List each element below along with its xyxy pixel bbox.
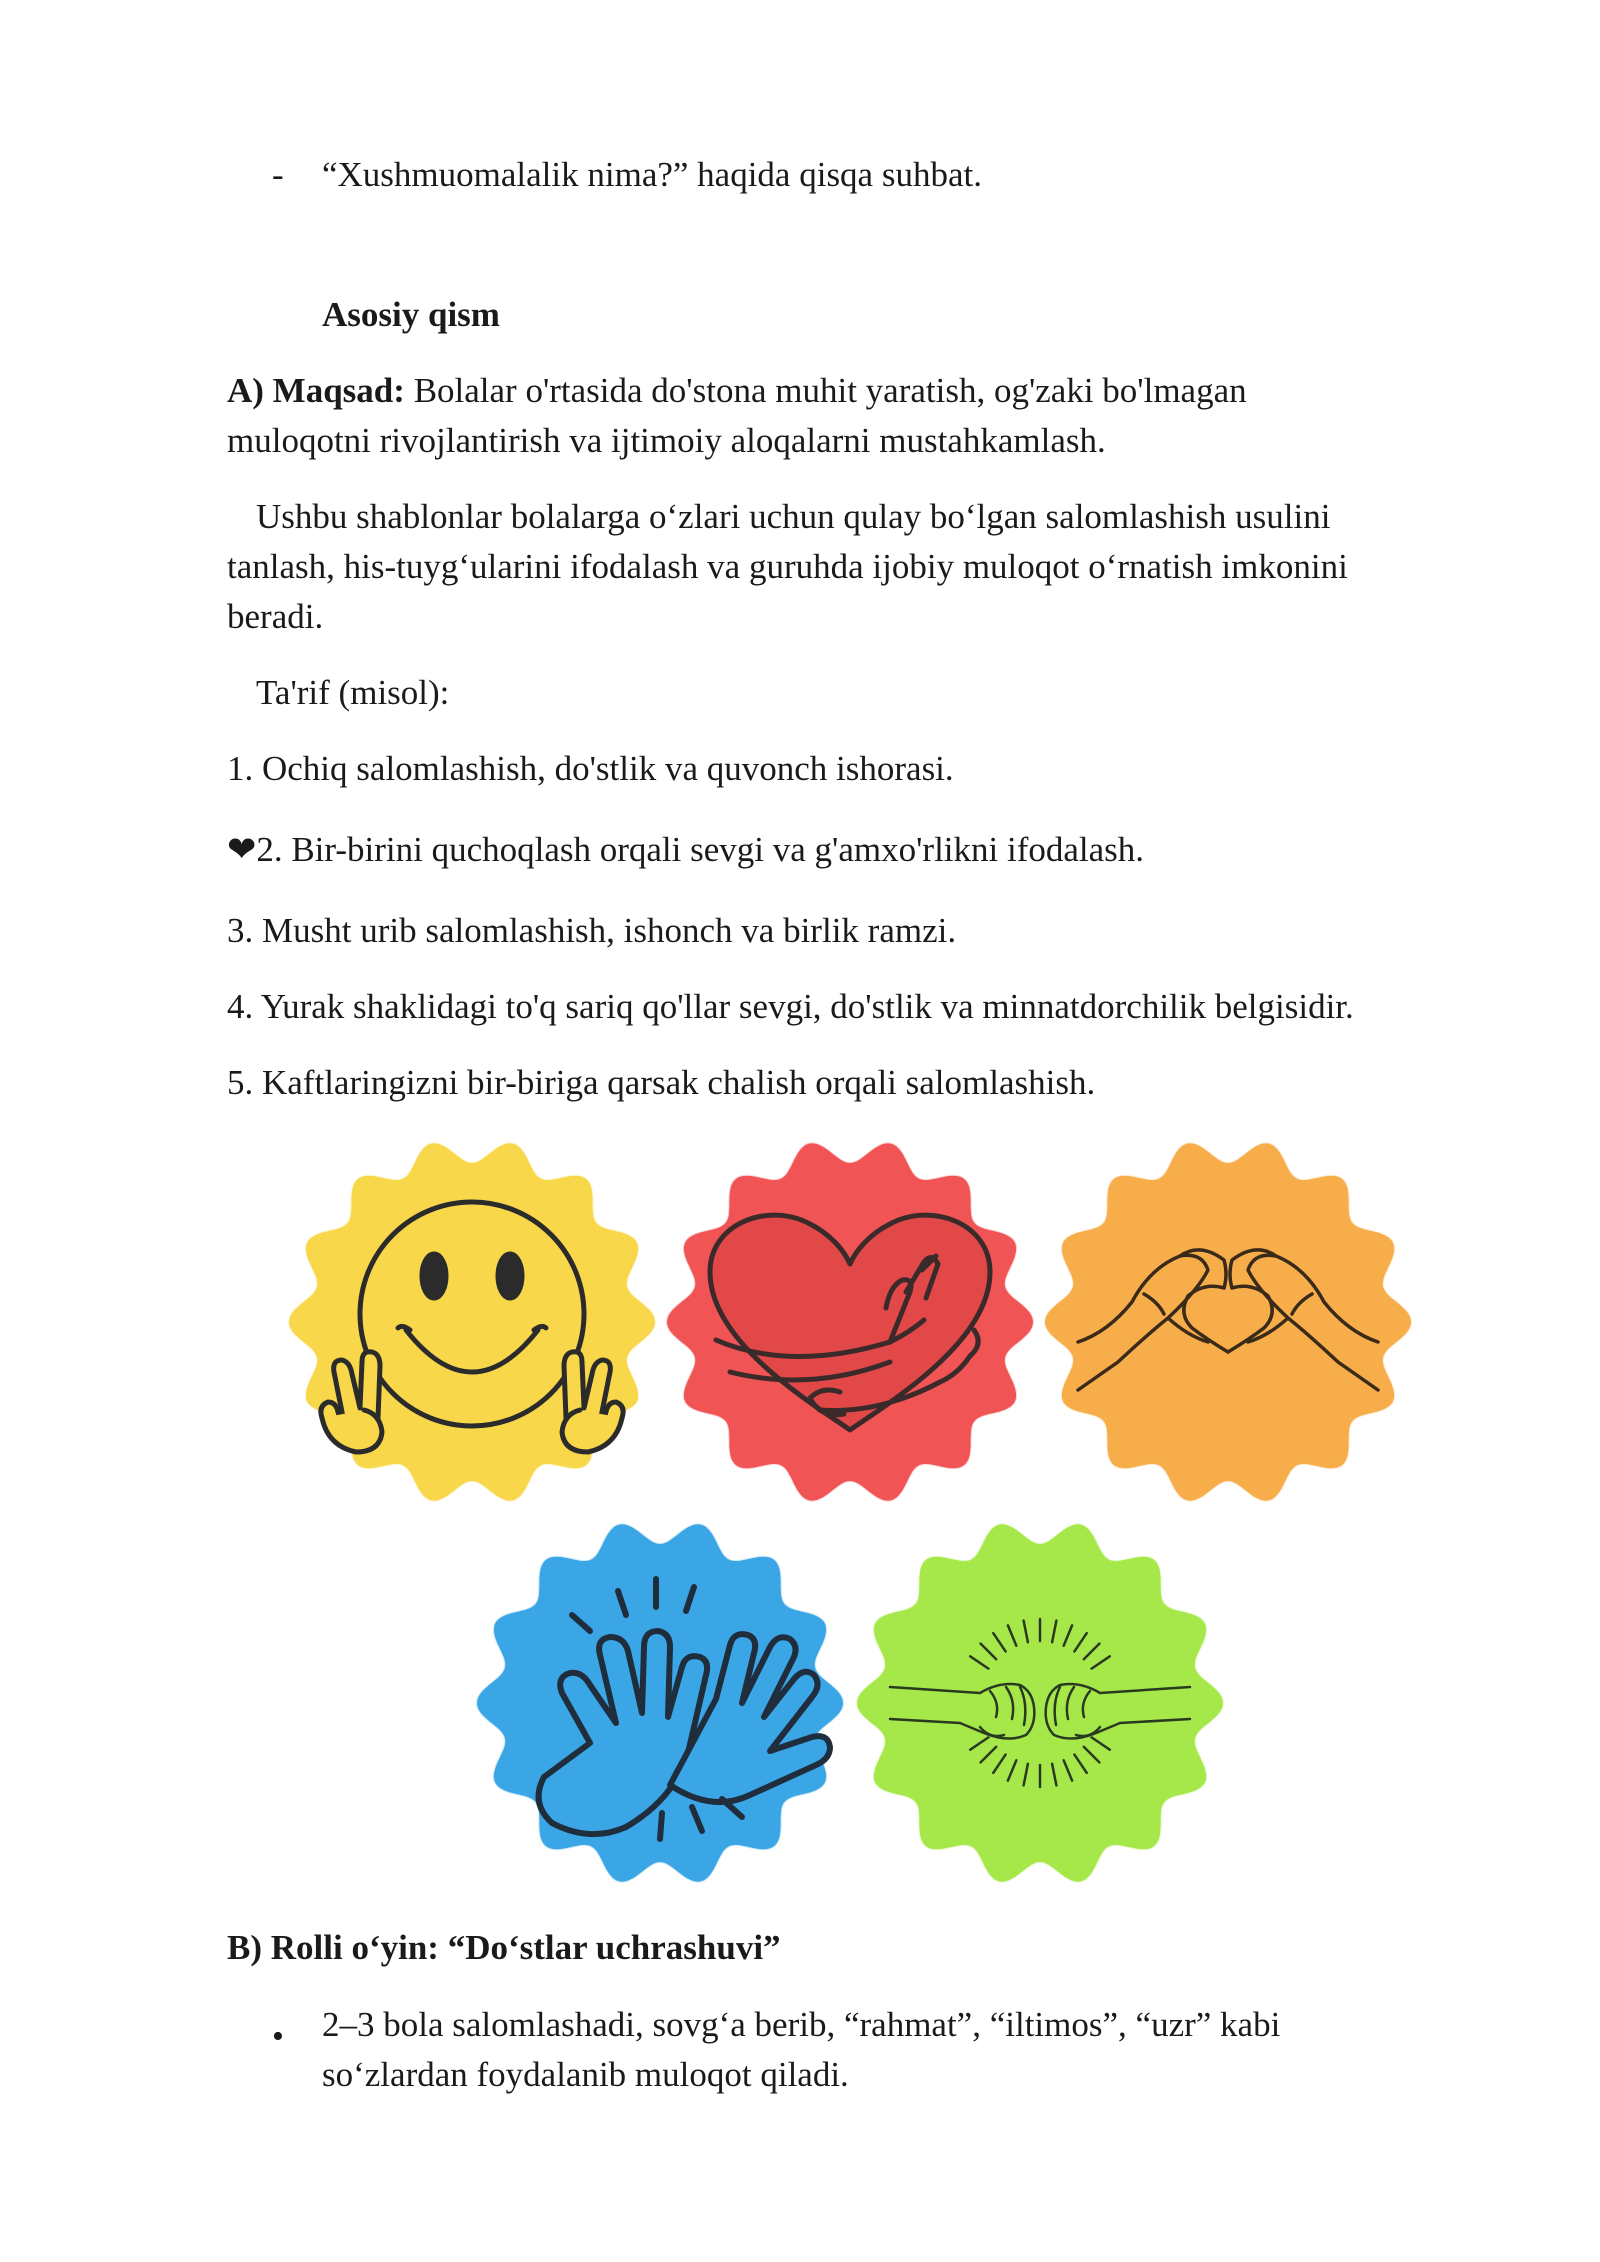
heart-hands-icon (1078, 1250, 1378, 1390)
definition-label: Ta'rif (misol): (256, 673, 450, 712)
heart-hug-icon (710, 1215, 990, 1430)
list-item-1: 1. Ochiq salomlashish, do'stlik va quvonch ishorasi. (227, 749, 954, 788)
burst-line (981, 1747, 997, 1763)
fist-bump-sticker (856, 1523, 1224, 1882)
list-dash: - (272, 155, 284, 194)
bullet-line-2: so‘zlardan foydalanib muloqot qiladi. (322, 2055, 849, 2094)
burst-line (1008, 1625, 1016, 1645)
burst-line (1052, 1621, 1056, 1643)
burst-line (970, 1737, 988, 1749)
burst-line (970, 1656, 988, 1668)
burst-line (981, 1644, 997, 1660)
high-five-sticker (476, 1523, 844, 1882)
smiley-peace-icon (321, 1202, 623, 1452)
heart-hands-sticker-shape (1044, 1142, 1412, 1501)
burst-line (1092, 1737, 1110, 1749)
burst-line (1008, 1760, 1016, 1780)
heart-hands-sticker (1044, 1142, 1412, 1501)
smiley-peace-sticker-shape (288, 1142, 656, 1501)
burst-line (1092, 1656, 1110, 1668)
fist-bump-sticker-shape (856, 1523, 1224, 1882)
burst-line (1024, 1621, 1028, 1643)
heart-hug-sticker (666, 1142, 1034, 1501)
bullet-line-1: 2–3 bola salomlashadi, sovg‘a berib, “rahmat”, “iltimos”, “uzr” kabi (322, 2005, 1281, 2044)
burst-line (1084, 1644, 1100, 1660)
goal-line-2: muloqotni rivojlantirish va ijtimoiy aloqalarni mustahkamlash. (227, 421, 1106, 460)
heart-hug-sticker-shape (666, 1142, 1034, 1501)
burst-line (993, 1755, 1005, 1773)
high-five-sticker-shape (476, 1523, 844, 1882)
burst-line (1074, 1755, 1086, 1773)
paragraph-line-3: beradi. (227, 597, 324, 636)
goal-label: A) Maqsad: (227, 371, 405, 410)
burst-line (993, 1633, 1005, 1651)
list-item-3: 3. Musht urib salomlashish, ishonch va birlik ramzi. (227, 911, 957, 950)
section-b-heading: B) Rolli o‘yin: “Do‘stlar uchrashuvi” (227, 1928, 781, 1967)
list-item-2: ❤2. Bir-birini quchoqlash orqali sevgi va g'amxo'rlikni ifodalash. (227, 830, 1145, 869)
burst-line (1064, 1625, 1072, 1645)
burst-line (1024, 1764, 1028, 1786)
smiley-peace-sticker (288, 1142, 656, 1501)
list-item-4: 4. Yurak shaklidagi to'q sariq qo'llar sevgi, do'stlik va minnatdorchilik belgisidir. (227, 987, 1354, 1026)
intro-item: “Xushmuomalalik nima?” haqida qisqa suhbat. (322, 155, 982, 194)
burst-line (1074, 1633, 1086, 1651)
paragraph-line-2: tanlash, his-tuyg‘ularini ifodalash va guruhda ijobiy muloqot o‘rnatish imkonini (227, 547, 1348, 586)
section-heading: Asosiy qism (322, 295, 500, 334)
goal-line-1 (227, 366, 1247, 416)
burst-lines (970, 1619, 1110, 1787)
burst-line (1064, 1760, 1072, 1780)
bullet-dot: • (272, 2018, 284, 2055)
fist-bump-icon (890, 1619, 1190, 1787)
burst-line (1052, 1764, 1056, 1786)
goal-text-1: Bolalar o'rtasida do'stona muhit yaratish, og'zaki bo'lmagan (404, 371, 1247, 410)
high-five-icon (539, 1579, 830, 1839)
paragraph-line-1: Ushbu shablonlar bolalarga o‘zlari uchun qulay bo‘lgan salomlashish usulini (256, 497, 1331, 536)
list-item-5: 5. Kaftlaringizni bir-biriga qarsak chalish orqali salomlashish. (227, 1063, 1096, 1102)
burst-line (1084, 1747, 1100, 1763)
